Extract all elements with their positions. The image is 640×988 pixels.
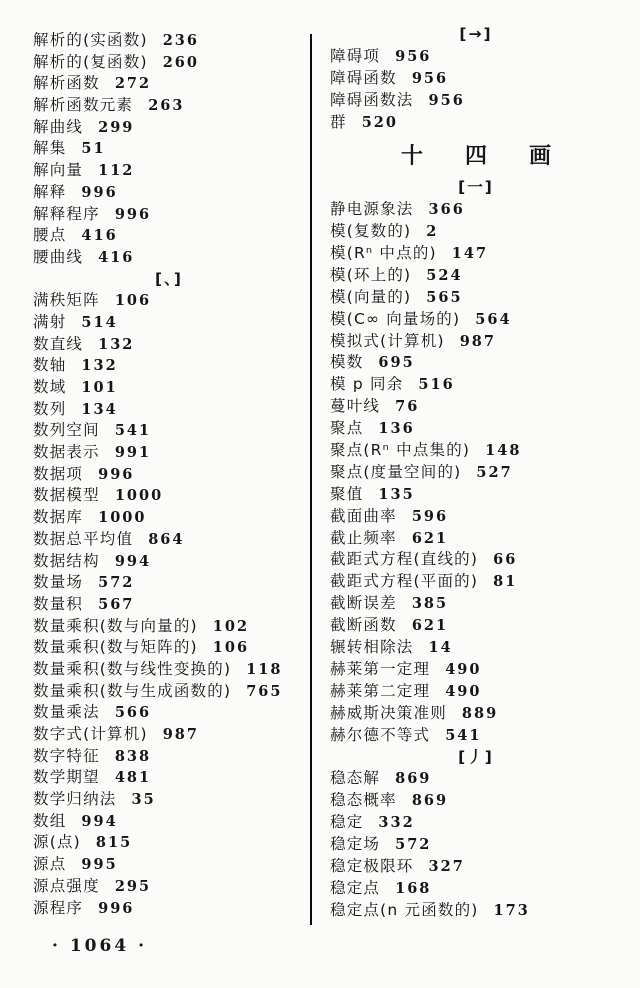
entry-term: 数量乘法 [33,703,100,722]
entry-term: 稳定场 [330,835,381,854]
entry-term: 模(向量的) [330,287,412,306]
entry-page-number: 621 [411,617,449,635]
entry-term: 数量乘积(数与线性变换的) [33,659,232,678]
entry-page-number: 416 [81,227,118,245]
index-entry [330,659,622,681]
entry-term: 数学期望 [33,768,100,787]
index-entry [33,182,305,204]
index-entry [33,312,305,334]
entry-page-number: 295 [114,877,152,895]
entry-page-number: 236 [162,32,199,49]
index-entry [330,615,622,637]
stroke-section-marker: [→] [459,25,493,43]
entry-term: 数列 [33,399,67,418]
index-entry [330,112,622,134]
index-entry [33,724,305,746]
entry-term: 截距式方程(直线的) [330,550,479,569]
index-entry [330,374,622,396]
entry-term: 聚值 [330,484,364,503]
entry-term: 满射 [33,312,67,331]
index-entry [330,199,622,221]
entry-term: 数量乘积(数与矩阵的) [33,638,198,657]
entry-term: 模(Rⁿ 中点的) [330,244,437,263]
entry-term: 截面曲率 [330,506,397,525]
stroke-count-heading: 十四画 [400,144,593,170]
entry-page-number: 996 [81,183,118,201]
entry-page-number: 76 [395,398,420,416]
index-entry [33,138,305,160]
entry-page-number: 994 [114,552,152,570]
entry-page-number: 996 [98,465,135,483]
index-entry [330,834,622,856]
entry-term: 源点 [33,855,67,874]
entry-page-number: 987 [162,726,199,743]
entry-term: 聚点 [330,419,364,438]
entry-page-number: 481 [114,769,152,787]
entry-page-number: 1000 [98,509,147,527]
entry-term: 解析的(复函数) [33,52,148,71]
entry-page-number: 572 [98,574,135,592]
index-entry [33,854,305,876]
index-entry [330,462,622,484]
index-entry [330,725,622,747]
entry-term: 数轴 [33,356,67,375]
entry-term: 聚点(度量空间的) [330,462,462,481]
index-entry [33,637,305,659]
entry-page-number: 81 [493,573,518,591]
index-entry [330,528,622,550]
entry-term: 满秩矩阵 [33,291,100,310]
entry-page-number: 567 [98,595,135,613]
index-entry [330,506,622,528]
entry-term: 解释程序 [33,204,100,223]
index-entry [33,95,305,117]
entry-page-number: 416 [98,248,135,266]
entry-page-number: 260 [162,53,199,71]
entry-page-number: 765 [246,682,283,700]
entry-term: 解集 [33,139,67,158]
entry-term: 数据表示 [33,443,100,462]
entry-term: 数字式(计算机) [33,725,148,743]
entry-term: 数列空间 [33,421,100,440]
entry-term: 解曲线 [33,117,84,136]
entry-term: 模(C∞ 向量场的) [330,309,461,328]
index-entry [330,790,622,812]
entry-term: 模 p 同余 [330,375,404,394]
entry-page-number: 514 [81,313,118,331]
index-entry [330,396,622,418]
entry-page-number: 327 [428,857,465,875]
entry-page-number: 132 [81,357,118,375]
entry-page-number: 1000 [114,487,164,505]
entry-page-number: 572 [395,836,432,854]
entry-term: 源点强度 [33,876,100,895]
index-entry [330,418,622,440]
index-entry [330,571,622,593]
index-entry [33,399,305,421]
entry-page-number: 490 [445,660,482,678]
entry-term: 解向量 [33,161,84,180]
entry-term: 稳定点(n 元函数的) [330,900,479,919]
index-entry [33,811,305,833]
index-entry [33,659,305,681]
index-entry [33,767,305,789]
entry-term: 障碍函数法 [330,90,414,109]
entry-page-number: 14 [428,639,453,657]
index-entry [33,898,305,920]
stroke-section-marker: [丿] [458,747,494,766]
entry-page-number: 118 [246,660,283,678]
index-entry [330,856,622,878]
index-entry [33,52,305,74]
entry-page-number: 263 [148,97,185,115]
index-entry [330,440,622,462]
entry-page-number: 66 [493,551,518,569]
page-number-footer: · 1064 · [52,936,147,956]
entry-term: 数学归纳法 [33,790,117,809]
index-entry [33,204,305,226]
entry-page-number: 490 [445,682,482,700]
entry-page-number: 106 [114,292,152,310]
entry-page-number: 332 [378,814,415,832]
index-entry [330,484,622,506]
entry-term: 稳定 [330,813,364,832]
index-entry [33,464,305,486]
entry-term: 静电源象法 [330,200,414,219]
entry-page-number: 524 [426,266,463,284]
index-entry [33,485,305,507]
entry-page-number: 35 [131,791,156,809]
entry-term: 稳态解 [330,769,381,788]
entry-page-number: 148 [485,442,522,460]
entry-term: 赫威斯决策准则 [330,703,447,722]
entry-page-number: 366 [428,201,465,219]
entry-page-number: 2 [426,223,439,241]
index-entry [33,876,305,898]
entry-term: 数据结构 [33,551,100,570]
index-entry [33,681,305,703]
entry-page-number: 956 [428,91,465,109]
entry-term: 解析函数元素 [33,96,134,115]
index-entry [330,90,622,112]
entry-term: 赫莱第一定理 [330,659,431,678]
entry-page-number: 106 [212,639,250,657]
index-entry [33,572,305,594]
index-entry [33,334,305,356]
index-entry [33,507,305,529]
entry-term: 解析的(实函数) [33,31,148,49]
index-entry [33,377,305,399]
entry-term: 数量乘积(数与向量的) [33,616,198,635]
entry-page-number: 173 [493,901,530,919]
entry-term: 赫莱第二定理 [330,681,431,700]
index-entry [33,225,305,247]
entry-page-number: 889 [461,704,499,722]
index-entry [330,309,622,331]
index-entry [330,703,622,725]
entry-page-number: 864 [148,530,185,548]
index-entry [330,287,622,309]
index-entry [330,812,622,834]
index-entry [33,594,305,616]
entry-term: 数量场 [33,573,84,592]
entry-page-number: 112 [98,162,135,180]
index-entry [33,832,305,854]
index-column-left [33,30,305,919]
entry-page-number: 135 [378,485,415,503]
index-entry [33,247,305,269]
entry-term: 源程序 [33,898,84,917]
index-entry [330,878,622,900]
entry-page-number: 838 [114,747,152,765]
entry-page-number: 516 [418,376,455,394]
entry-page-number: 147 [451,245,489,263]
entry-term: 群 [330,112,347,131]
index-entry [330,265,622,287]
column-divider-rule [310,34,312,925]
entry-page-number: 995 [81,856,118,874]
index-entry [33,355,305,377]
index-entry [33,702,305,724]
index-entry [33,529,305,551]
entry-term: 稳态概率 [330,791,397,810]
entry-page-number: 136 [378,420,415,438]
entry-page-number: 996 [114,205,152,223]
entry-page-number: 51 [81,140,106,158]
entry-page-number: 541 [114,422,152,440]
entry-term: 截距式方程(平面的) [330,572,479,591]
index-entry [330,637,622,659]
entry-page-number: 815 [95,834,133,852]
entry-term: 数据总平均值 [33,529,134,548]
entry-term: 赫尔德不等式 [330,725,431,744]
entry-term: 数量积 [33,594,84,613]
entry-page-number: 168 [395,879,432,897]
index-entry [33,551,305,573]
entry-term: 源(点) [33,833,81,852]
entry-page-number: 987 [459,332,496,350]
entry-page-number: 132 [98,335,135,353]
entry-page-number: 102 [212,617,250,635]
index-entry [330,243,622,265]
entry-page-number: 596 [411,507,449,525]
index-entry [33,789,305,811]
index-entry [33,73,305,95]
index-entry [330,549,622,571]
entry-term: 数组 [33,811,67,830]
index-entry [330,768,622,790]
entry-term: 数字特征 [33,746,100,765]
index-entry [33,616,305,638]
index-entry [33,117,305,139]
entry-page-number: 869 [395,770,432,788]
entry-page-number: 134 [81,400,118,418]
index-entry [33,420,305,442]
entry-term: 稳定点 [330,878,381,897]
entry-page-number: 520 [361,113,398,131]
index-entry [330,593,622,615]
entry-page-number: 994 [81,812,118,830]
index-entry [330,352,622,374]
index-entry [33,746,305,768]
entry-term: 截断误差 [330,594,397,613]
entry-term: 数域 [33,378,67,396]
entry-page-number: 541 [445,726,482,744]
entry-term: 数量乘积(数与生成函数的) [33,681,232,700]
entry-page-number: 621 [411,529,449,547]
index-entry [33,290,305,312]
entry-term: 蔓叶线 [330,397,381,416]
stroke-section-marker: [一] [458,178,494,197]
entry-page-number: 101 [81,379,118,396]
entry-term: 数据库 [33,508,84,527]
entry-term: 数直线 [33,334,84,353]
entry-term: 腰点 [33,226,67,245]
entry-page-number: 695 [378,354,415,372]
entry-term: 数据模型 [33,486,100,505]
entry-term: 障碍项 [330,46,381,65]
index-entry [330,681,622,703]
entry-page-number: 566 [114,704,152,722]
index-entry [33,442,305,464]
entry-page-number: 565 [426,288,463,306]
index-entry [330,221,622,243]
index-entry [330,331,622,353]
entry-page-number: 956 [395,47,432,65]
index-column-right [330,24,622,922]
entry-page-number: 996 [98,899,135,917]
entry-term: 模(复数的) [330,222,412,241]
entry-page-number: 527 [476,463,513,481]
entry-term: 解析函数 [33,74,100,93]
entry-term: 模拟式(计算机) [330,331,445,350]
entry-page-number: 564 [475,310,512,328]
index-entry [330,46,622,68]
entry-term: 数据项 [33,464,84,483]
entry-term: 腰曲线 [33,247,84,266]
stroke-section-marker: [、] [155,269,183,288]
entry-term: 障碍函数 [330,68,397,87]
entry-term: 解释 [33,182,67,201]
entry-page-number: 272 [114,75,152,93]
index-entry [330,900,622,922]
entry-term: 模数 [330,353,364,372]
index-entry [33,30,305,52]
entry-term: 模(环上的) [330,265,412,284]
entry-term: 稳定极限环 [330,856,414,875]
entry-page-number: 299 [98,118,135,136]
entry-page-number: 869 [411,792,449,810]
index-entry [33,160,305,182]
entry-term: 截断函数 [330,616,397,635]
entry-page-number: 991 [114,444,152,462]
entry-page-number: 956 [411,69,449,87]
entry-term: 辗转相除法 [330,638,414,657]
entry-term: 截止频率 [330,528,397,547]
index-entry [330,68,622,90]
entry-term: 聚点(Rⁿ 中点集的) [330,441,471,460]
entry-page-number: 385 [411,595,449,613]
